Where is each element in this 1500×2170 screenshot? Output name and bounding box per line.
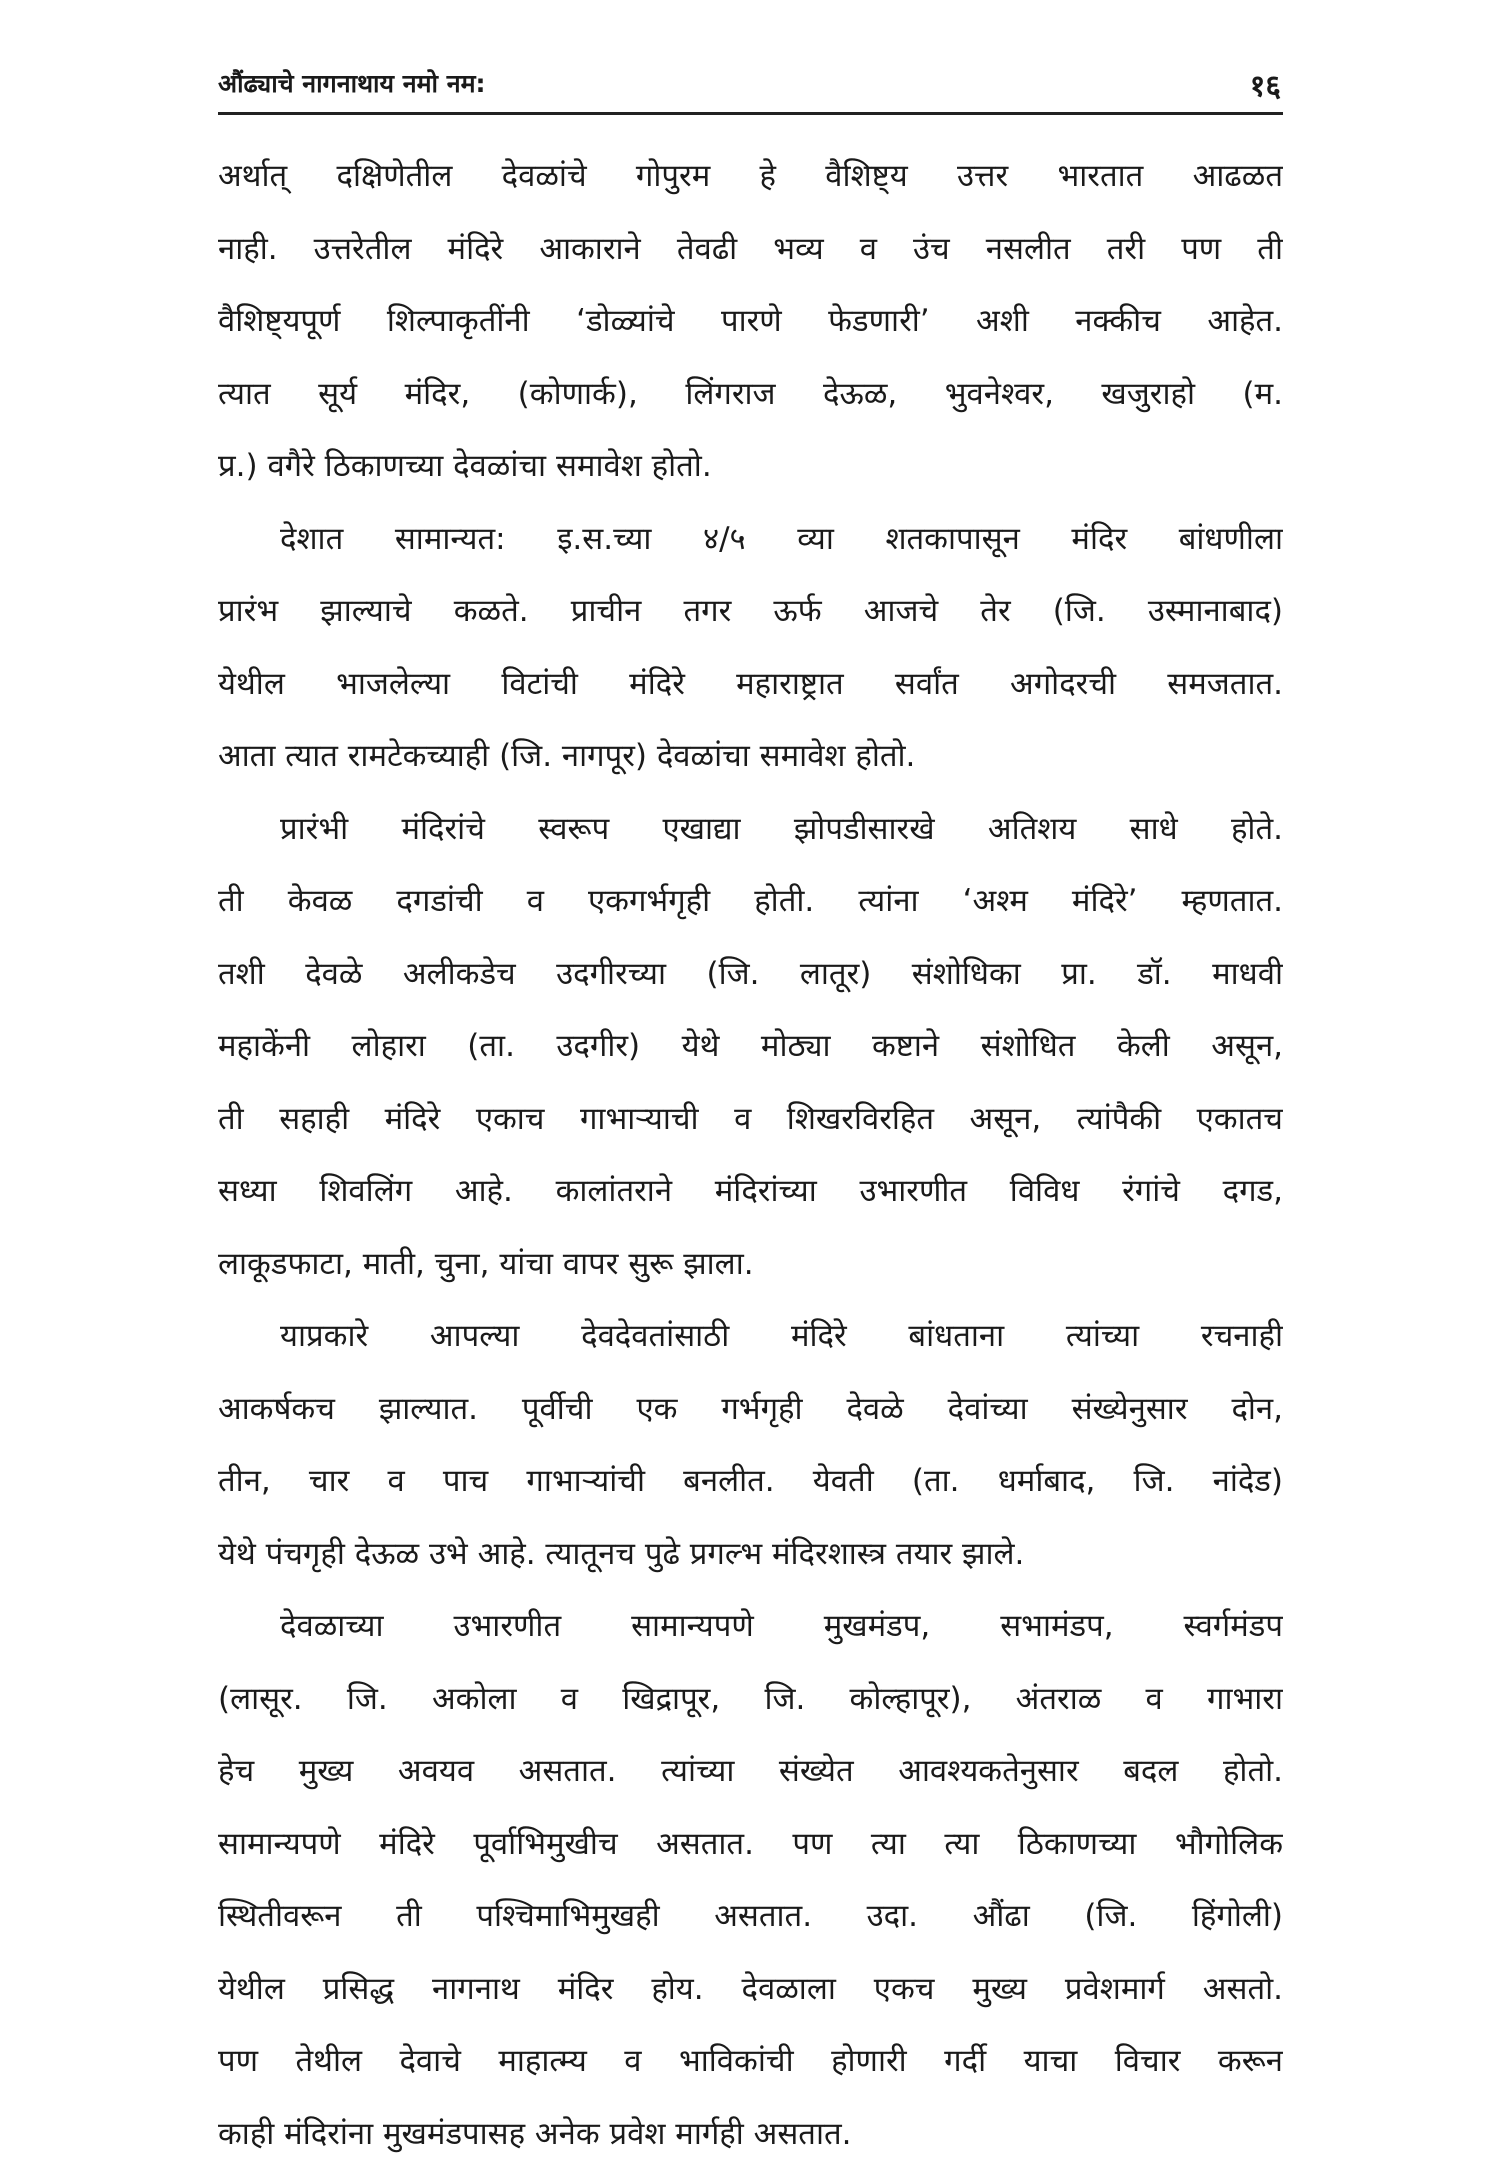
text-line: ती केवळ दगडांची व एकगर्भगृही होती. त्यांना ‘अश्म मंदिरे’ म्हणतात. bbox=[218, 865, 1283, 938]
text-line: अर्थात् दक्षिणेतील देवळांचे गोपुरम हे वैशिष्ट्य उत्तर भारतात आढळत bbox=[218, 140, 1283, 213]
text-line: काही मंदिरांना मुखमंडपासह अनेक प्रवेश मार्गही असतात. bbox=[218, 2098, 1283, 2170]
page-header bbox=[218, 62, 1283, 115]
text-line: महाकेंनी लोहारा (ता. उदगीर) येथे मोठ्या कष्टाने संशोधित केली असून, bbox=[218, 1010, 1283, 1083]
text-line: वैशिष्ट्यपूर्ण शिल्पाकृतींनी ‘डोळ्यांचे पारणे फेडणारी’ अशी नक्कीच आहेत. bbox=[218, 285, 1283, 358]
text-line: प्रारंभी मंदिरांचे स्वरूप एखाद्या झोपडीसारखे अतिशय साधे होते. bbox=[218, 793, 1283, 866]
text-line: याप्रकारे आपल्या देवदेवतांसाठी मंदिरे बांधताना त्यांच्या रचनाही bbox=[218, 1300, 1283, 1373]
text-line: सामान्यपणे मंदिरे पूर्वाभिमुखीच असतात. पण त्या त्या ठिकाणच्या भौगोलिक bbox=[218, 1808, 1283, 1881]
text-line: (लासूर. जि. अकोला व खिद्रापूर, जि. कोल्हापूर), अंतराळ व गाभारा bbox=[218, 1663, 1283, 1736]
text-line: लाकूडफाटा, माती, चुना, यांचा वापर सुरू झाला. bbox=[218, 1228, 1283, 1301]
text-line: पण तेथील देवाचे माहात्म्य व भाविकांची होणारी गर्दी याचा विचार करून bbox=[218, 2025, 1283, 2098]
text-line: येथील प्रसिद्ध नागनाथ मंदिर होय. देवळाला एकच मुख्य प्रवेशमार्ग असतो. bbox=[218, 1953, 1283, 2026]
text-line: तशी देवळे अलीकडेच उदगीरच्या (जि. लातूर) संशोधिका प्रा. डॉ. माधवी bbox=[218, 938, 1283, 1011]
text-line: त्यात सूर्य मंदिर, (कोणार्क), लिंगराज देऊळ, भुवनेश्वर, खजुराहो (म. bbox=[218, 358, 1283, 431]
text-line: सध्या शिवलिंग आहे. कालांतराने मंदिरांच्या उभारणीत विविध रंगांचे दगड, bbox=[218, 1155, 1283, 1228]
text-line: आता त्यात रामटेकच्याही (जि. नागपूर) देवळांचा समावेश होतो. bbox=[218, 720, 1283, 793]
text-line: देवळाच्या उभारणीत सामान्यपणे मुखमंडप, सभामंडप, स्वर्गमंडप bbox=[218, 1590, 1283, 1663]
running-title: औंढ्याचे नागनाथाय नमो नम: bbox=[218, 66, 486, 100]
text-line: येथील भाजलेल्या विटांची मंदिरे महाराष्ट्रात सर्वांत अगोदरची समजतात. bbox=[218, 648, 1283, 721]
text-line: हेच मुख्य अवयव असतात. त्यांच्या संख्येत आवश्यकतेनुसार बदल होतो. bbox=[218, 1735, 1283, 1808]
text-line: ती सहाही मंदिरे एकाच गाभाऱ्याची व शिखरविरहित असून, त्यांपैकी एकातच bbox=[218, 1083, 1283, 1156]
text-line: येथे पंचगृही देऊळ उभे आहे. त्यातूनच पुढे प्रगल्भ मंदिरशास्त्र तयार झाले. bbox=[218, 1518, 1283, 1591]
text-line: नाही. उत्तरेतील मंदिरे आकाराने तेवढी भव्य व उंच नसलीत तरी पण ती bbox=[218, 213, 1283, 286]
text-line: देशात सामान्यत: इ.स.च्या ४/५ व्या शतकापासून मंदिर बांधणीला bbox=[218, 503, 1283, 576]
text-line: प्र.) वगैरे ठिकाणच्या देवळांचा समावेश होतो. bbox=[218, 430, 1283, 503]
page-number: १६ bbox=[1250, 64, 1281, 105]
text-line: तीन, चार व पाच गाभाऱ्यांची बनलीत. येवती (ता. धर्माबाद, जि. नांदेड) bbox=[218, 1445, 1283, 1518]
body-text bbox=[218, 140, 1283, 2170]
text-line: स्थितीवरून ती पश्चिमाभिमुखही असतात. उदा. औंढा (जि. हिंगोली) bbox=[218, 1880, 1283, 1953]
text-line: आकर्षकच झाल्यात. पूर्वीची एक गर्भगृही देवळे देवांच्या संख्येनुसार दोन, bbox=[218, 1373, 1283, 1446]
text-line: प्रारंभ झाल्याचे कळते. प्राचीन तगर ऊर्फ आजचे तेर (जि. उस्मानाबाद) bbox=[218, 575, 1283, 648]
